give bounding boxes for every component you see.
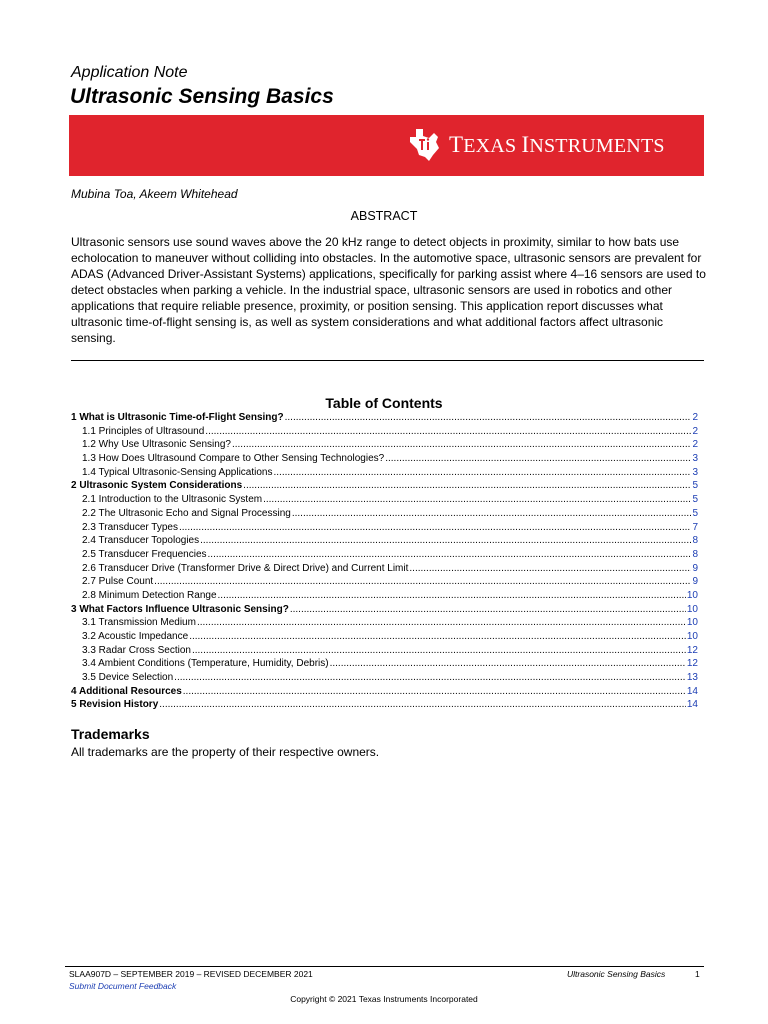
- toc-leader-dots: [197, 616, 686, 630]
- ti-logo[interactable]: [407, 127, 665, 163]
- toc-entry-title: 3.5 Device Selection: [82, 672, 174, 684]
- toc-entry-page-link[interactable]: 2: [692, 412, 698, 423]
- toc-entry[interactable]: [71, 425, 698, 439]
- toc-entry[interactable]: [71, 630, 698, 644]
- toc-entry-title: 1.3 How Does Ultrasound Compare to Other Sensing Technologies?: [82, 453, 385, 465]
- abstract-body: Ultrasonic sensors use sound waves above the 20 kHz range to detect objects in proximity, similar to how bats use echolocation to maneuver without colliding into obstacles. In the automotive space, ultrasonic sensors are prevalent for ADAS (Advanced Driver-Assistant Systems) applications, specifically for parking assist where 4–16 sensors are used to detect obstacles when parking a vehicle. In the industrial space, ultrasonic sensors are used in robotics and other applications that require reliable presence, proximity, or position sensing. This application report discusses what ultrasonic time-of-flight sensing is, as well as system considerations and what additional factors affect ultrasonic sensing.: [71, 235, 706, 345]
- toc-leader-dots: [263, 493, 691, 507]
- toc-entry-title: 2.7 Pulse Count: [82, 576, 154, 588]
- toc-leader-dots: [385, 452, 691, 466]
- toc-entry-page-link[interactable]: 5: [692, 507, 698, 519]
- toc-entry-title: 1.2 Why Use Ultrasonic Sensing?: [82, 439, 231, 451]
- abstract-heading: ABSTRACT: [350, 209, 418, 223]
- toc-leader-dots: [154, 575, 691, 589]
- toc-entry-title: 2.4 Transducer Topologies: [82, 535, 200, 547]
- section-divider: [71, 360, 704, 361]
- toc-entry-page-link[interactable]: 12: [686, 644, 698, 656]
- toc-entry[interactable]: [71, 644, 698, 658]
- toc-entry-page-link[interactable]: 3: [692, 466, 698, 478]
- toc-leader-dots: [208, 548, 692, 562]
- trademarks-body: All trademarks are the property of their respective owners.: [71, 745, 380, 759]
- toc-entry-page-link[interactable]: 8: [692, 548, 698, 560]
- toc-entry[interactable]: [71, 671, 698, 685]
- document-type: Application Note: [71, 64, 188, 81]
- toc-entry-title: 2.6 Transducer Drive (Transformer Drive & Direct Drive) and Current Limit: [82, 562, 409, 574]
- toc-entry-title: 2.3 Transducer Types: [82, 521, 178, 533]
- toc-entry-title: 1.4 Typical Ultrasonic-Sensing Applications: [82, 466, 273, 478]
- toc-leader-dots: [200, 534, 691, 548]
- toc-leader-dots: [174, 671, 686, 685]
- toc-entry-page-link[interactable]: 14: [686, 685, 698, 697]
- toc-entry-page-link[interactable]: 10: [686, 589, 698, 601]
- toc-leader-dots: [243, 479, 691, 493]
- toc-entry-page-link[interactable]: 12: [686, 658, 698, 670]
- toc-leader-dots: [330, 657, 686, 671]
- toc-entry-page-link[interactable]: 3: [692, 453, 698, 465]
- toc-leader-dots: [192, 644, 686, 658]
- toc-entry[interactable]: [71, 438, 698, 452]
- toc-entry-page-link[interactable]: 14: [686, 699, 698, 711]
- toc-entry-page-link[interactable]: 2: [692, 439, 698, 451]
- toc-entry[interactable]: [71, 452, 698, 466]
- footer-divider: [65, 966, 704, 967]
- toc-entry-title: 2.1 Introduction to the Ultrasonic System: [82, 494, 263, 506]
- toc-entry-title: 3 What Factors Influence Ultrasonic Sensing?: [71, 603, 289, 615]
- toc-entry-page-link[interactable]: 10: [686, 631, 698, 642]
- authors: Mubina Toa, Akeem Whitehead: [71, 187, 238, 201]
- toc-entry-title: 1.1 Principles of Ultrasound: [82, 425, 205, 437]
- toc-entry[interactable]: [71, 534, 698, 548]
- toc-entry-page-link[interactable]: 2: [692, 425, 698, 437]
- toc-entry[interactable]: [71, 521, 698, 535]
- toc-leader-dots: [179, 521, 691, 535]
- toc-entry-page-link[interactable]: 8: [692, 535, 698, 547]
- toc-leader-dots: [232, 438, 691, 452]
- toc-leader-dots: [273, 466, 691, 480]
- toc-entry[interactable]: [71, 548, 698, 562]
- toc-entry-page-link[interactable]: 5: [692, 480, 698, 492]
- toc-entry-page-link[interactable]: 13: [686, 672, 698, 684]
- toc-leader-dots: [218, 589, 686, 603]
- toc-entry[interactable]: [71, 589, 698, 603]
- toc-entry[interactable]: [71, 411, 698, 425]
- toc-entry-page-link[interactable]: 7: [692, 521, 698, 533]
- document-title: Ultrasonic Sensing Basics: [70, 85, 334, 108]
- toc-entry[interactable]: [71, 479, 698, 493]
- table-of-contents: [71, 411, 698, 712]
- copyright: Copyright © 2021 Texas Instruments Incorporated: [290, 994, 478, 1004]
- toc-entry-title: 2.5 Transducer Frequencies: [82, 548, 207, 560]
- toc-entry[interactable]: [71, 466, 698, 480]
- toc-entry-title: 3.3 Radar Cross Section: [82, 644, 191, 656]
- toc-entry-title: 2.8 Minimum Detection Range: [82, 589, 217, 601]
- toc-leader-dots: [205, 425, 691, 439]
- toc-entry[interactable]: [71, 562, 698, 576]
- toc-heading: Table of Contents: [325, 395, 443, 411]
- toc-entry-page-link[interactable]: 9: [692, 576, 698, 588]
- toc-entry-page-link[interactable]: 10: [686, 603, 698, 615]
- toc-entry[interactable]: [71, 575, 698, 589]
- toc-entry-page-link[interactable]: 5: [692, 494, 698, 506]
- toc-entry[interactable]: [71, 657, 698, 671]
- toc-entry[interactable]: [71, 616, 698, 630]
- toc-entry-title: 2.2 The Ultrasonic Echo and Signal Processing: [82, 507, 291, 519]
- footer-running-title: Ultrasonic Sensing Basics: [567, 969, 666, 979]
- toc-leader-dots: [183, 685, 686, 699]
- toc-entry-title: 3.2 Acoustic Impedance: [82, 631, 189, 642]
- trademarks-heading: Trademarks: [71, 726, 150, 742]
- footer-page-number: 1: [695, 969, 700, 979]
- toc-entry[interactable]: [71, 603, 698, 617]
- toc-entry-title: 5 Revision History: [71, 699, 159, 711]
- brand-banner: [69, 115, 704, 176]
- toc-entry-page-link[interactable]: 9: [692, 562, 698, 574]
- toc-entry-title: 1 What is Ultrasonic Time-of-Flight Sensing?: [71, 412, 284, 423]
- toc-leader-dots: [290, 603, 686, 617]
- toc-entry-title: 4 Additional Resources: [71, 685, 182, 697]
- toc-leader-dots: [292, 507, 692, 521]
- toc-entry[interactable]: [71, 685, 698, 699]
- toc-entry-title: 3.4 Ambient Conditions (Temperature, Humidity, Debris): [82, 658, 329, 670]
- toc-entry[interactable]: [71, 493, 698, 507]
- submit-feedback-link[interactable]: Submit Document Feedback: [69, 981, 177, 991]
- toc-leader-dots: [189, 630, 686, 644]
- toc-leader-dots: [285, 411, 692, 425]
- toc-leader-dots: [159, 698, 686, 712]
- toc-entry[interactable]: [71, 507, 698, 521]
- toc-leader-dots: [409, 562, 691, 576]
- toc-entry[interactable]: [71, 698, 698, 712]
- footer-doc-id: SLAA907D – SEPTEMBER 2019 – REVISED DECEMBER 2021: [69, 969, 313, 979]
- toc-entry-page-link[interactable]: 10: [686, 617, 698, 629]
- ti-wordmark: TEXAS INSTRUMENTS: [449, 132, 665, 157]
- toc-entry-title: 2 Ultrasonic System Considerations: [71, 480, 243, 492]
- toc-entry-title: 3.1 Transmission Medium: [82, 617, 196, 629]
- ti-state-icon: [407, 128, 441, 162]
